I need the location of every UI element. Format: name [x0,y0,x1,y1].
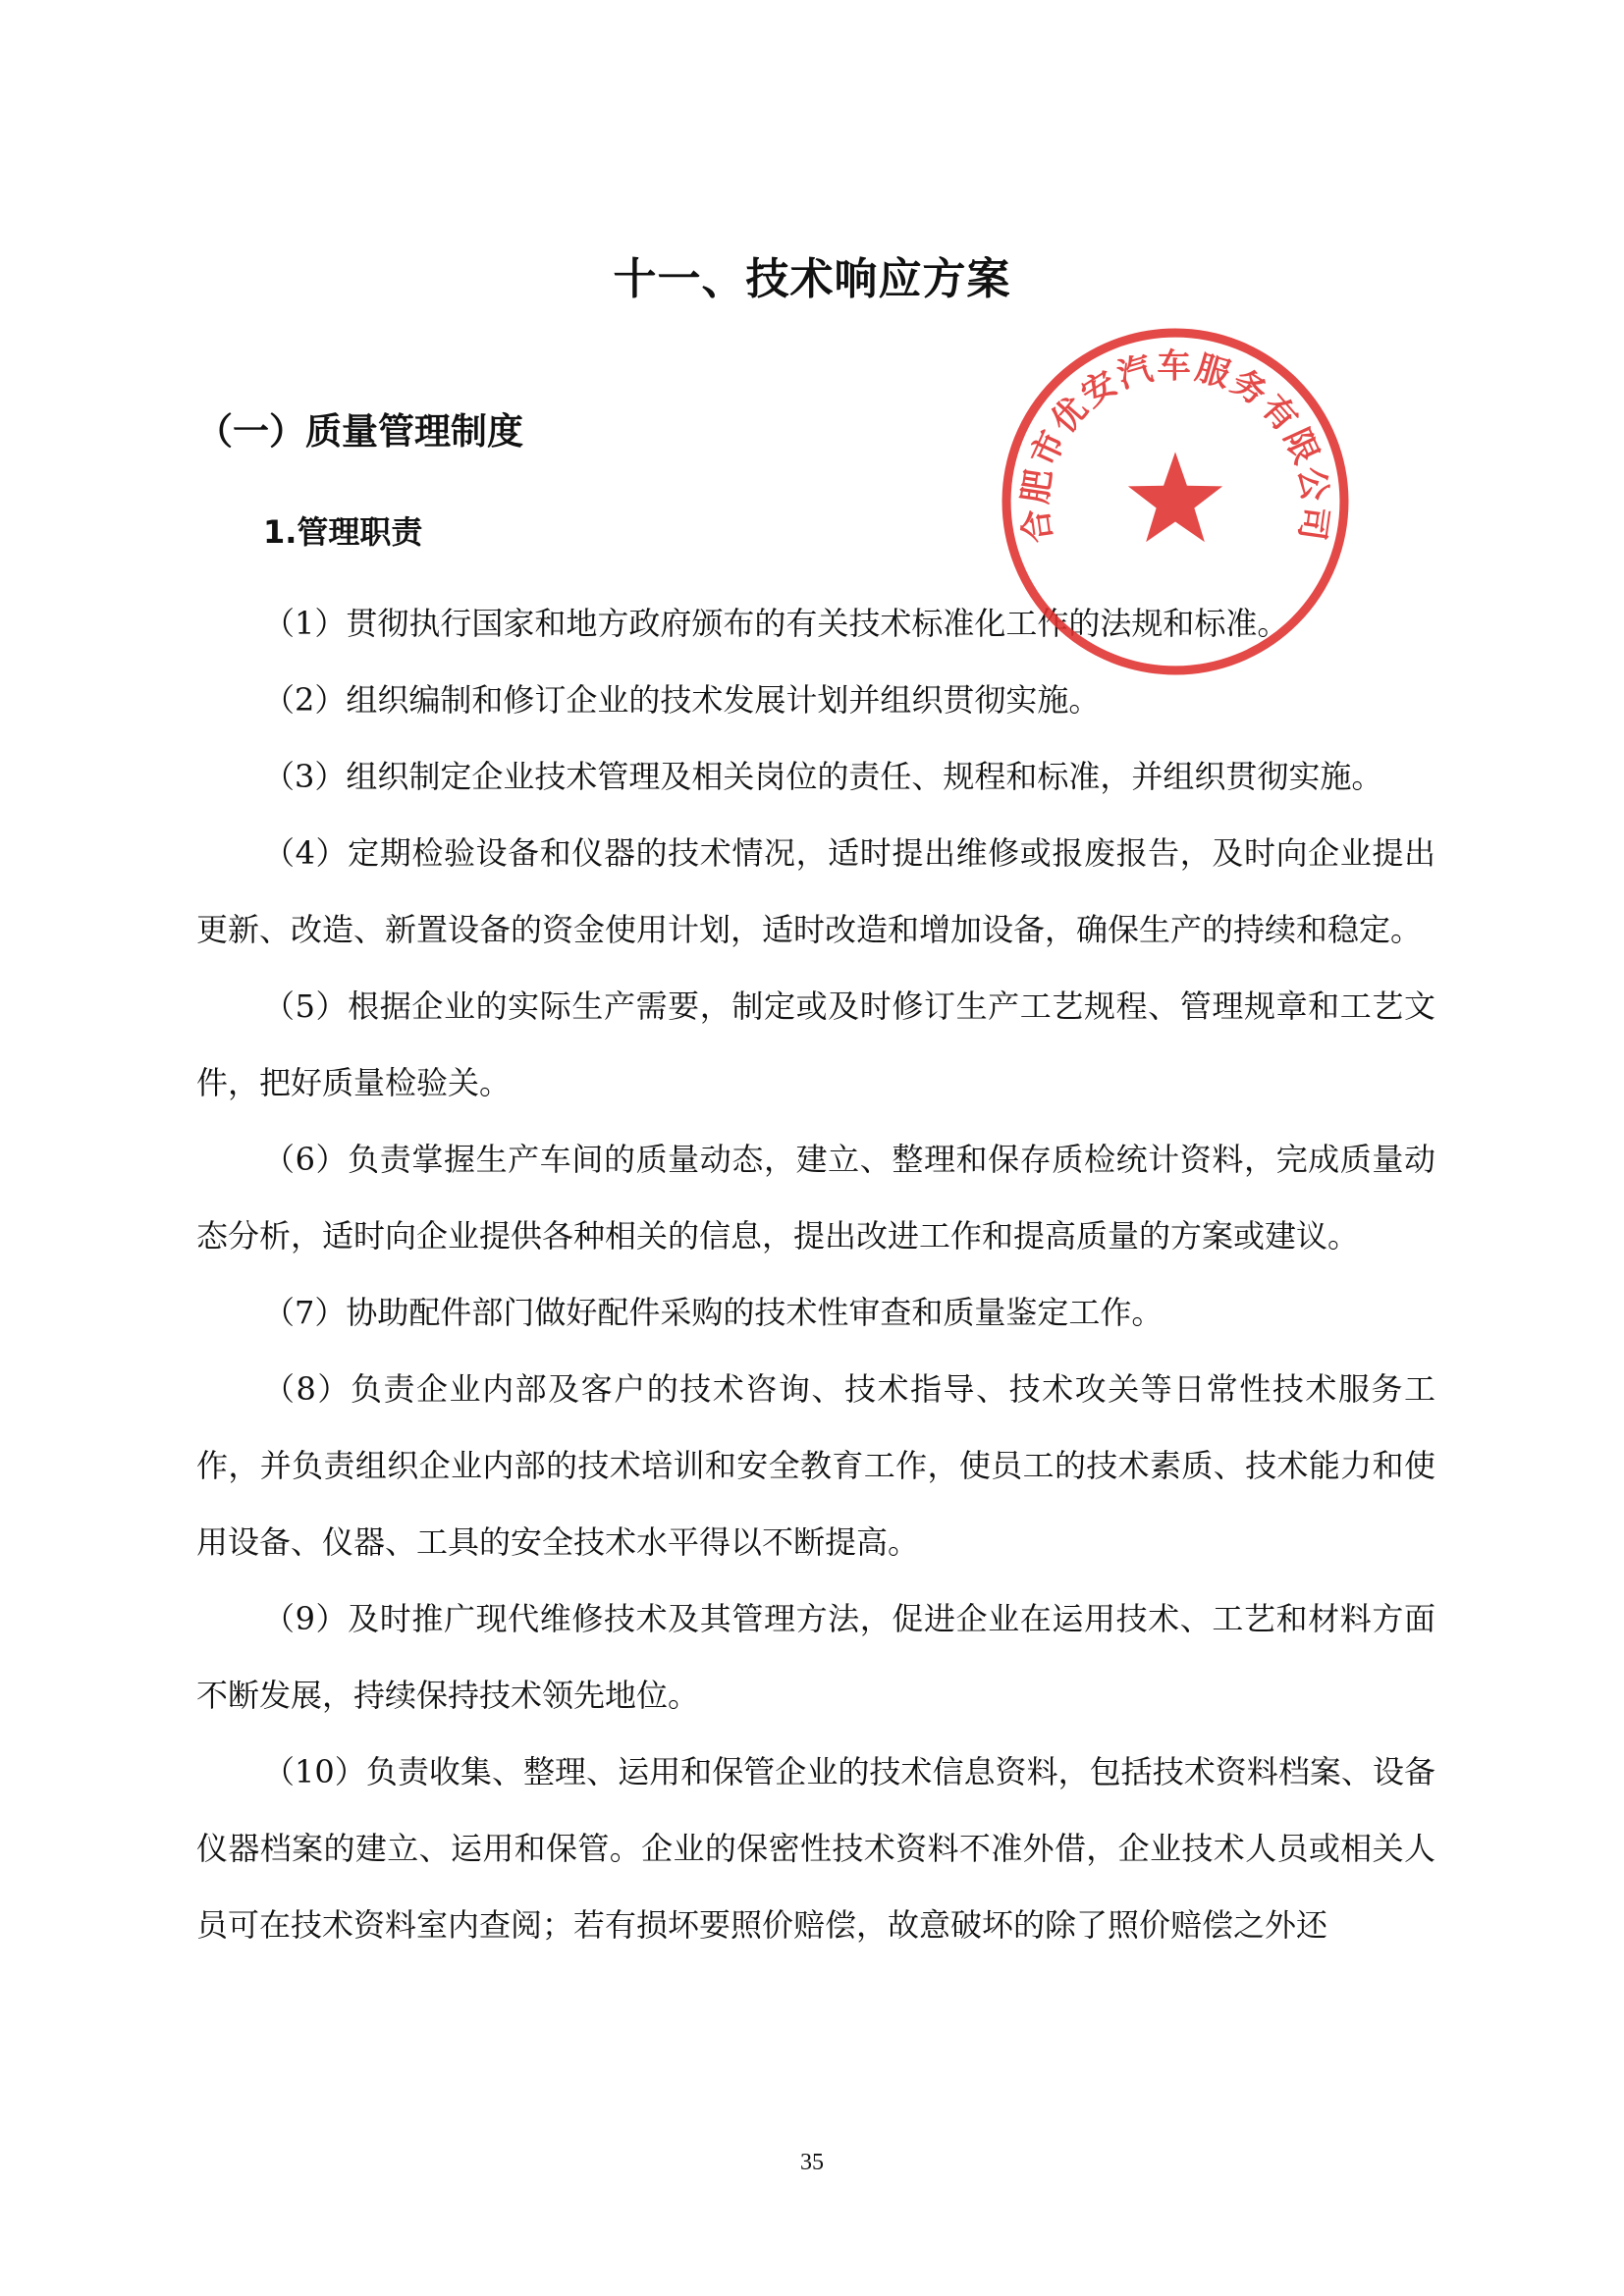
paragraph: （8）负责企业内部及客户的技术咨询、技术指导、技术攻关等日常性技术服务工作，并负责组织企业内部的技术培训和安全教育工作，使员工的技术素质、技术能力和使用设备、仪器、工具的安全技术水平得以不断提高。 [196,1370,1435,1561]
paragraph: （6）负责掌握生产车间的质量动态，建立、整理和保存质检统计资料，完成质量动态分析，适时向企业提供各种相关的信息，提出改进工作和提高质量的方案或建议。 [196,1141,1435,1255]
paragraph: （3）组织制定企业技术管理及相关岗位的责任、规程和标准，并组织贯彻实施。 [263,758,1383,795]
seal-text [1016,347,1335,546]
paragraph: （5）根据企业的实际生产需要，制定或及时修订生产工艺规程、管理规章和工艺文件，把好质量检验关。 [196,988,1435,1101]
paragraph: （9）及时推广现代维修技术及其管理方法，促进企业在运用技术、工艺和材料方面不断发展，持续保持技术领先地位。 [196,1600,1435,1714]
paragraph: （4）定期检验设备和仪器的技术情况，适时提出维修或报废报告，及时向企业提出更新、改造、新置设备的资金使用计划，适时改造和增加设备，确保生产的持续和稳定。 [196,834,1435,948]
section-heading: （一）质量管理制度 [196,410,523,453]
paragraph: （7）协助配件部门做好配件采购的技术性审查和质量鉴定工作。 [263,1294,1164,1331]
page-title: 十一、技术响应方案 [613,254,1011,304]
paragraph: （1）贯彻执行国家和地方政府颁布的有关技术标准化工作的法规和标准。 [263,605,1289,642]
seal-text-path: 合肥市优安汽车服务有限公司 [1015,347,1335,546]
subsection-heading: 1.管理职责 [263,513,423,551]
paragraph: （10）负责收集、整理、运用和保管企业的技术信息资料，包括技术资料档案、设备仪器档案的建立、运用和保管。企业的保密性技术资料不准外借，企业技术人员或相关人员可在技术资料室内查阅；若有损坏要照价赔偿，故意破坏的除了照价赔偿之外还 [196,1753,1435,1944]
page-number: 35 [800,2150,824,2175]
body-text [196,585,1435,1963]
seal-star-icon [1128,452,1222,542]
paragraph: （2）组织编制和修订企业的技术发展计划并组织贯彻实施。 [263,681,1101,719]
